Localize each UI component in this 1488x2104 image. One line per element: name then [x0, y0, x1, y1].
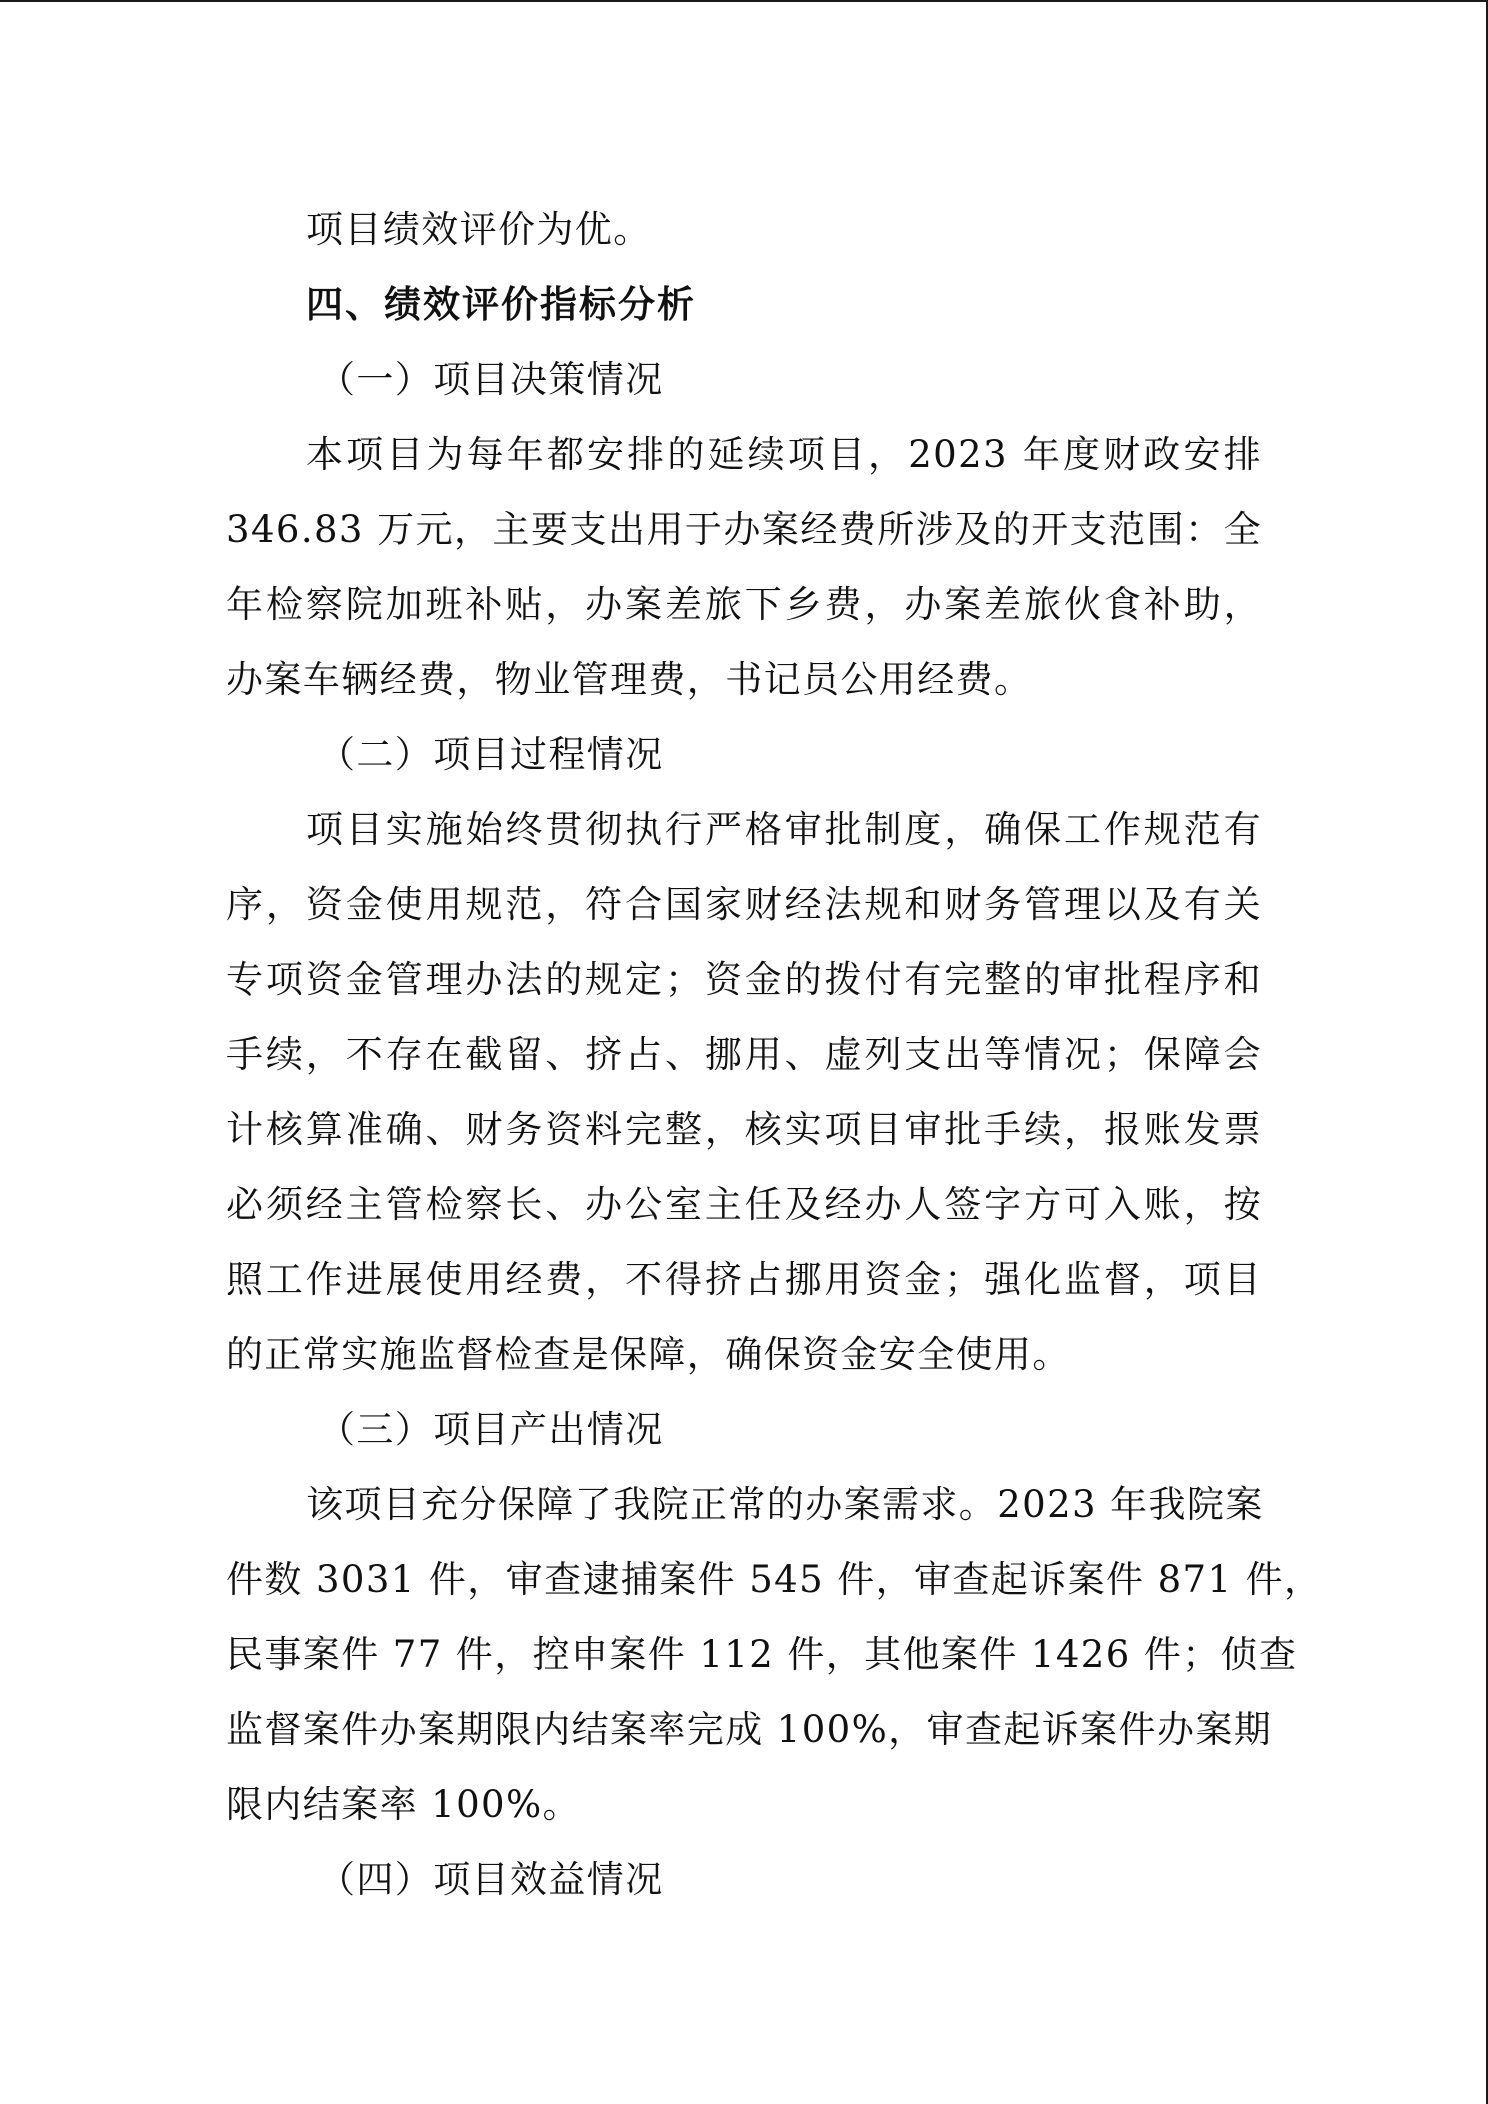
paragraph-line: 项目实施始终贯彻执行严格审批制度，确保工作规范有 [306, 808, 1262, 851]
subsection-heading: （二）项目过程情况 [318, 733, 664, 776]
document-page [226, 192, 1323, 1917]
paragraph-line: 年检察院加班补贴，办案差旅下乡费，办案差旅伙食补助， [226, 583, 1262, 626]
page-border-top [0, 0, 1488, 2]
paragraph-line: 项目绩效评价为优。 [306, 208, 652, 251]
paragraph-line: 限内结案率 100%。 [226, 1783, 581, 1826]
paragraph-line: 该项目充分保障了我院正常的办案需求。2023 年我院案 [306, 1483, 1264, 1526]
paragraph-line: 本项目为每年都安排的延续项目，2023 年度财政安排 [306, 433, 1262, 476]
paragraph-line: 办案车辆经费，物业管理费，书记员公用经费。 [226, 658, 1033, 701]
paragraph-line: 346.83 万元，主要支出用于办案经费所涉及的开支范围：全 [226, 508, 1262, 551]
subsection-heading: （三）项目产出情况 [318, 1408, 664, 1451]
paragraph-line: 计核算准确、财务资料完整，核实项目审批手续，报账发票 [226, 1108, 1262, 1151]
subsection-heading: （一）项目决策情况 [318, 358, 664, 401]
paragraph-line: 照工作进展使用经费，不得挤占挪用资金；强化监督，项目 [226, 1258, 1262, 1301]
paragraph-line: 监督案件办案期限内结案率完成 100%，审查起诉案件办案期 [226, 1708, 1273, 1751]
section-heading: 四、绩效评价指标分析 [306, 283, 696, 326]
paragraph-line: 必须经主管检察长、办公室主任及经办人签字方可入账，按 [226, 1183, 1262, 1226]
paragraph-line: 的正常实施监督检查是保障，确保资金安全使用。 [226, 1333, 1071, 1376]
paragraph-line: 件数 3031 件，审查逮捕案件 545 件，审查起诉案件 871 件， [226, 1558, 1323, 1601]
paragraph-line: 手续，不存在截留、挤占、挪用、虚列支出等情况；保障会 [226, 1033, 1262, 1076]
paragraph-line: 序，资金使用规范，符合国家财经法规和财务管理以及有关 [226, 883, 1262, 926]
paragraph-line: 民事案件 77 件，控申案件 112 件，其他案件 1426 件；侦查 [226, 1633, 1298, 1676]
subsection-heading: （四）项目效益情况 [318, 1858, 664, 1901]
paragraph-line: 专项资金管理办法的规定；资金的拨付有完整的审批程序和 [226, 958, 1262, 1001]
